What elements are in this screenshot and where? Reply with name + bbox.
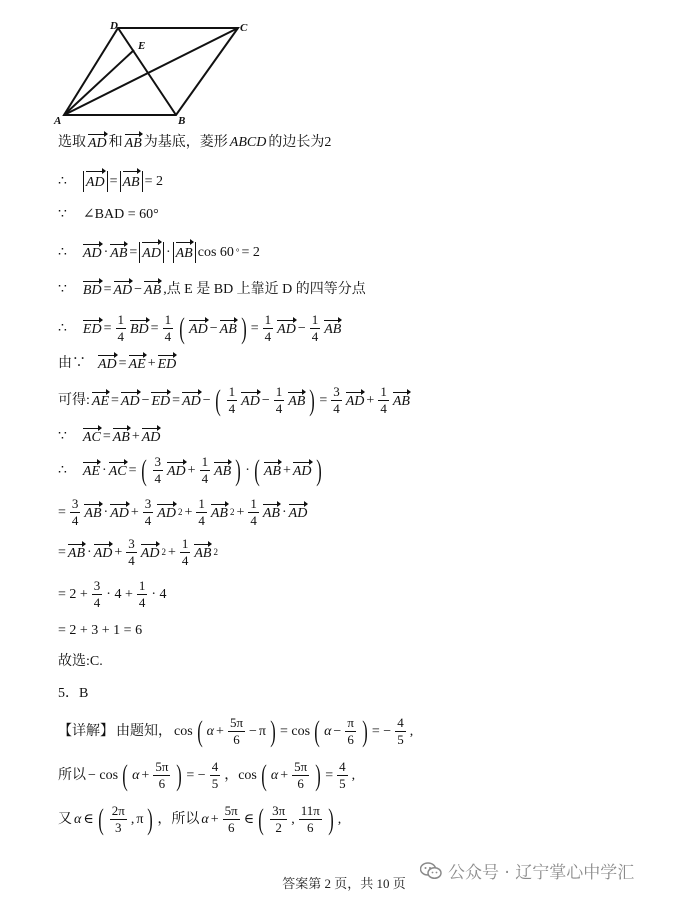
vec-ad: AD	[157, 506, 176, 522]
label-a: A	[54, 115, 62, 126]
rhombus-figure	[50, 18, 290, 126]
diagonal-bd	[118, 28, 176, 115]
vec-ad: AD	[140, 546, 160, 562]
text-quarter-point: ,点 E 是 BD 上靠近 D 的四等分点	[163, 281, 366, 297]
vec-ad: AD	[82, 246, 102, 262]
text-suoyi: 所以	[58, 767, 86, 783]
vec-ab: AB	[67, 546, 86, 562]
vec-ab: AB	[263, 464, 281, 480]
vec-ad: AD	[98, 357, 117, 372]
text-side-length: 的边长为2	[268, 134, 332, 150]
line-numeric: = 2 + $\frac{3}{4}$ · 4 + $\frac{1}{4}$ · 4	[58, 578, 167, 611]
vec-ab: AB	[123, 171, 140, 192]
detail-tag: 【详解】	[58, 723, 114, 739]
therefore-sign: ∴	[58, 320, 67, 336]
vec-ad: AD	[113, 283, 133, 298]
label-c: C	[240, 22, 248, 34]
value-2: = 2	[241, 244, 260, 260]
vec-ad: AD	[120, 394, 140, 410]
vec-ab: AB	[288, 394, 306, 410]
vec-ad: AD	[110, 506, 129, 522]
detail-text: 由题知，	[116, 723, 172, 739]
line-magnitudes: ∴ AD = AB = 2	[58, 171, 163, 192]
vec-ae: AE	[82, 464, 101, 480]
vec-ad: AD	[88, 136, 107, 151]
line-ac: ∵ AC = AB + AD	[58, 428, 161, 445]
answer-c: 故选:C.	[58, 654, 103, 669]
because-sign: ∵	[58, 207, 67, 222]
vec-ed: ED	[151, 394, 171, 410]
vec-ad: AD	[182, 394, 201, 410]
line-range: 又 α ∈ ( $\frac{2\pi}{3}$ , π ) ，所以 α + $\frac{5\pi}{6}$ ∈ ( $\frac{3\pi}{2}$ , $\frac{11\pi}{6}$ ) ,	[58, 802, 342, 836]
vec-ad: AD	[241, 394, 260, 410]
vec-ac: AC	[82, 430, 101, 445]
therefore-sign: ∴	[58, 173, 67, 189]
line-suoyi: 所以 − cos ( α + $\frac{5\pi}{6}$ ) = − $\frac{4}{5}$ ，cos ( α + $\frac{5\pi}{6}$ ) = $\frac{4}{5}$ ,	[58, 758, 356, 792]
vec-ad: AD	[189, 322, 208, 338]
vec-bd: BD	[130, 322, 149, 338]
line-ed: ∴ ED = $\frac{1}{4}$ BD = $\frac{1}{4}$ ( AD − AB ) = $\frac{1}{4}$ AD − $\frac{1}{4}$ AB	[58, 311, 342, 345]
vec-ab: AB	[124, 136, 142, 151]
text-you: 由∵	[58, 355, 86, 371]
line-q5	[58, 687, 88, 701]
vec-ae: AE	[128, 357, 146, 372]
label-e: E	[138, 40, 146, 52]
vec-bd: BD	[82, 283, 102, 298]
line-angle	[58, 208, 159, 222]
value-2: = 2	[144, 173, 164, 189]
line-detail: 【详解】 由题知， cos ( α + $\frac{5\pi}{6}$ − π ) = cos ( α − $\frac{\pi}{6}$ ) = − $\frac{4}{5}$ ,	[58, 714, 414, 748]
label-b: B	[178, 115, 186, 126]
cos-60: cos 60	[197, 244, 234, 260]
line-bd: ∵ BD = AD − AB ,点 E 是 BD 上靠近 D 的四等分点	[58, 281, 366, 298]
vec-ad: AD	[288, 506, 308, 522]
vec-ab: AB	[210, 506, 228, 522]
line-ae: 可得: AE = AD − ED = AD − ( $\frac{1}{4}$ AD − $\frac{1}{4}$ AB ) = $\frac{3}{4}$ AD + $\frac{1}{4}$ AB	[58, 383, 410, 417]
line-result	[58, 624, 142, 638]
because-sign: ∵	[58, 428, 67, 444]
line-dot-product: ∴ AD · AB = AD · AB cos 60 ° = 2	[58, 242, 260, 263]
therefore-sign: ∴	[58, 462, 67, 478]
degree-sign: °	[235, 247, 240, 258]
text-xuanqu: 选取	[58, 134, 86, 150]
vec-ad: AD	[141, 430, 161, 445]
vec-ab: AB	[194, 546, 212, 562]
vec-ad: AD	[86, 171, 105, 192]
vec-ad: AD	[277, 322, 296, 338]
text-suoyi2: ，所以	[157, 811, 200, 827]
result-6: = 2 + 3 + 1 = 6	[58, 623, 143, 638]
angle-bad: ∠BAD = 60°	[82, 207, 159, 222]
label-d: D	[110, 20, 118, 32]
vec-ab: AB	[144, 283, 162, 298]
vec-ae: AE	[91, 394, 109, 410]
text-abcd: ABCD	[229, 134, 267, 150]
vec-ab: AB	[112, 430, 130, 445]
page-footer: 答案第 2 页，共 10 页	[282, 876, 406, 891]
vec-ab: AB	[176, 242, 193, 263]
watermark-text: 公众号 · 辽宁掌心中学汇	[448, 863, 635, 883]
therefore-sign: ∴	[58, 244, 67, 260]
vec-ad: AD	[93, 546, 113, 562]
vec-ab: AB	[84, 506, 102, 522]
text-you2: 又	[58, 811, 72, 827]
text-kede: 可得:	[58, 392, 90, 408]
vec-ad: AD	[292, 464, 312, 480]
text-he: 和	[108, 134, 123, 150]
line-ae-dot-ac: ∴ AE · AC = ( $\frac{3}{4}$ AD + $\frac{1}{4}$ AB ) · ( AB + AD )	[58, 453, 322, 487]
line-simplify: = AB · AD + $\frac{3}{4}$ AD 2 + $\frac{1}{4}$ AB 2	[58, 536, 218, 569]
vec-ad: AD	[142, 242, 161, 263]
vec-ed: ED	[157, 357, 177, 372]
line-expand: = $\frac{3}{4}$ AB · AD + $\frac{3}{4}$ AD 2 + $\frac{1}{4}$ AB 2 + $\frac{1}{4}$ AB · AD	[58, 496, 308, 529]
line-basis	[58, 134, 331, 151]
vec-ab: AB	[324, 322, 342, 338]
vec-ab: AB	[262, 506, 280, 522]
line-choose	[58, 655, 103, 669]
because-sign: ∵	[58, 281, 67, 297]
vec-ed: ED	[82, 322, 102, 338]
vec-ab: AB	[214, 464, 232, 480]
vec-ad: AD	[167, 464, 186, 480]
vec-ab: AB	[392, 394, 410, 410]
question-5-answer: 5．B	[58, 686, 89, 701]
text-jidi: 为基底，菱形	[143, 134, 228, 150]
vec-ac: AC	[108, 464, 127, 480]
vec-ab: AB	[219, 322, 237, 338]
line-ad-sum: 由∵ AD = AE + ED	[58, 355, 177, 372]
vec-ab: AB	[110, 246, 128, 262]
vec-ad: AD	[345, 394, 365, 410]
